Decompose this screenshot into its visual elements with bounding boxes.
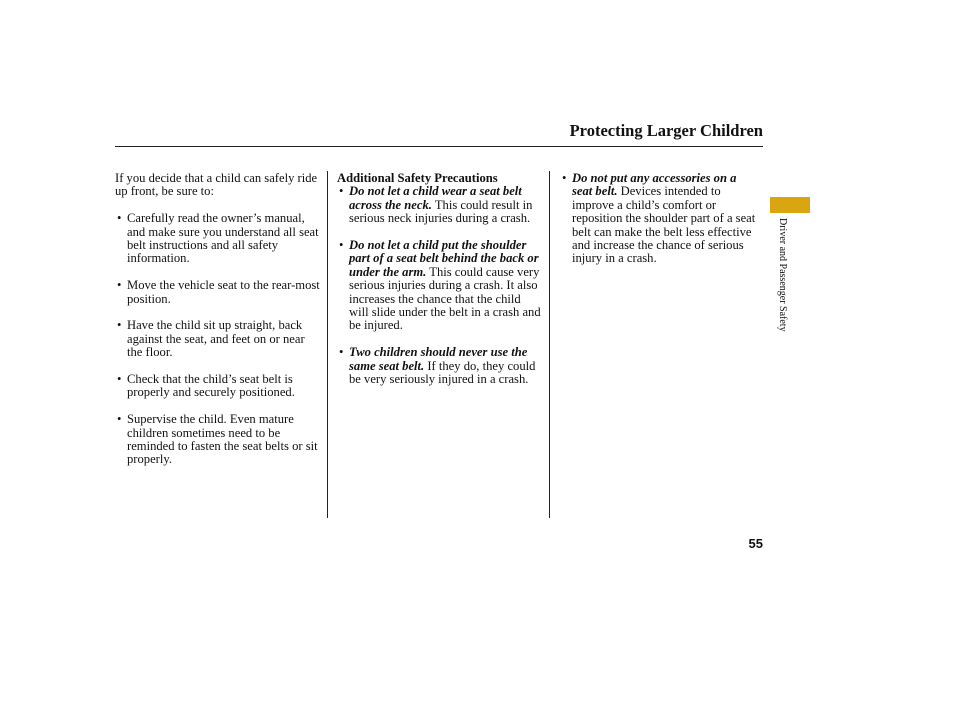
list-item: • Have the child sit up straight, back against the seat, and feet on or near the floor.	[115, 319, 323, 359]
body-text: This could result in serious neck injuries during a crash.	[349, 197, 533, 226]
warning-text: Do not put any accessories on a seat belt.	[572, 171, 737, 199]
column-1	[115, 172, 323, 467]
page-title: Protecting Larger Children	[569, 121, 763, 140]
body-text: This could cause very serious injuries during a crash. It also increases the chance that the child will slide under the belt in a crash and be injured.	[349, 264, 541, 333]
list-item: • Check that the child’s seat belt is properly and securely positioned.	[115, 373, 323, 400]
section-tab	[770, 197, 810, 213]
warning-text: Do not let a child put the shoulder part of a seat belt behind the back or under the arm.	[349, 238, 539, 279]
header-rule	[115, 146, 763, 147]
column-3	[560, 172, 758, 266]
list-item: • Supervise the child. Even mature children sometimes need to be reminded to fasten the seat belts or sit properly.	[115, 413, 323, 467]
column-divider	[549, 171, 550, 518]
warning-text: Two children should never use the same seat belt.	[349, 345, 528, 373]
column-2	[337, 172, 543, 386]
column-divider	[327, 171, 328, 518]
section-heading: Additional Safety Precautions	[337, 171, 498, 185]
section-label: Driver and Passenger Safety	[777, 218, 788, 332]
body-text: Devices intended to improve a child’s comfort or reposition the shoulder part of a seat belt can make the belt less effective and increase the chance of serious injury in a crash.	[572, 184, 756, 266]
instruction-list	[115, 212, 323, 467]
precaution-list	[337, 185, 543, 386]
accessory-list	[560, 172, 758, 266]
list-item	[337, 346, 543, 386]
page-number: 55	[748, 536, 763, 551]
list-item	[337, 239, 543, 333]
list-item: • Carefully read the owner’s manual, and make sure you understand all seat belt instructions and all safety information.	[115, 212, 323, 266]
intro-text: If you decide that a child can safely ride up front, be sure to:	[115, 171, 318, 199]
body-text: If they do, they could be very seriously injured in a crash.	[349, 358, 536, 387]
list-item	[337, 185, 543, 225]
list-item: • Move the vehicle seat to the rear-most position.	[115, 279, 323, 306]
warning-text: Do not let a child wear a seat belt across the neck.	[349, 184, 522, 212]
list-item	[560, 172, 758, 266]
